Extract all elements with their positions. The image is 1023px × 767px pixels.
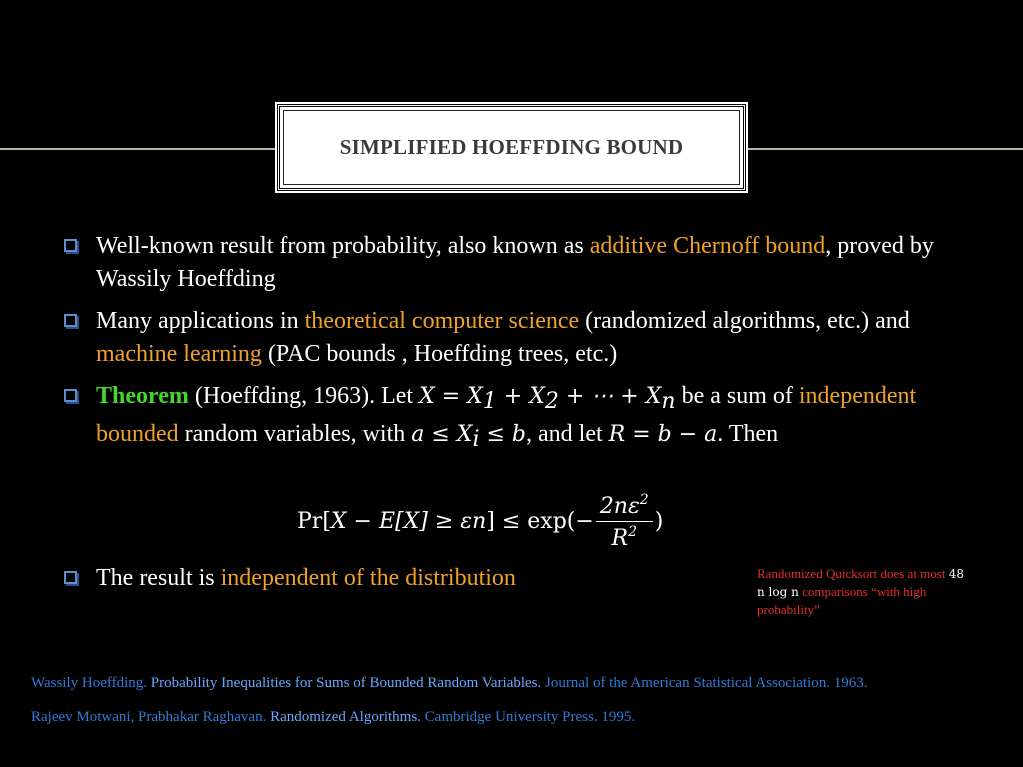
fraction-denominator: [612, 522, 638, 551]
bullet-text: . Then: [717, 421, 779, 447]
bullet-text: , and let: [526, 421, 609, 447]
formula-part: ): [654, 508, 664, 534]
math-expression: a ≤ X: [411, 422, 473, 447]
slide-title-box: [277, 104, 746, 191]
reference-author: Wassily Hoeffding.: [31, 675, 151, 691]
hoeffding-formula: [297, 486, 663, 556]
references: [31, 666, 867, 734]
checkbox-bullet-icon: [64, 314, 77, 327]
math-expression: + X: [496, 384, 545, 409]
note-text: comparisons “with high probability”: [757, 584, 927, 617]
bullet-item-4: [62, 562, 716, 595]
formula-part: Pr[: [297, 508, 331, 534]
note-text: Randomized Quicksort does at most: [757, 566, 949, 581]
math-subscript: n: [661, 389, 676, 414]
math-subscript: 1: [482, 389, 497, 414]
math-expression: X = X: [419, 384, 483, 409]
bullet-text: (Hoeffding, 1963). Let: [188, 383, 420, 409]
fraction-numerator: [596, 492, 653, 522]
bullet-item-2: [62, 305, 962, 371]
bullet-highlight: independent bounded: [96, 383, 917, 447]
note-math: 48 n log n: [757, 567, 964, 599]
bullet-highlight: theoretical computer science: [304, 308, 580, 334]
reference-motwani: [31, 700, 867, 734]
denominator-exponent: 2: [628, 523, 638, 540]
checkbox-bullet-icon: [64, 389, 77, 402]
bullet-text: The result is: [96, 565, 221, 591]
quicksort-note: [757, 565, 967, 619]
theorem-label: Theorem: [96, 383, 189, 409]
bullet-item-1: [62, 230, 962, 296]
bullet-highlight: additive Chernoff bound: [589, 233, 826, 259]
bullet-text: Well-known result from probability, also known as: [96, 233, 590, 259]
bullet-text: (randomized algorithms, etc.) and: [579, 308, 910, 334]
formula-part: X − E[X] ≥ εn: [330, 508, 487, 534]
numerator-text: 2nε: [599, 493, 640, 519]
reference-hoeffding: [31, 666, 867, 700]
checkbox-bullet-icon: [64, 239, 77, 252]
math-subscript: i: [472, 427, 480, 452]
bullet-item-3: [62, 380, 962, 456]
reference-title: Probability Inequalities for Sums of Bounded Random Variables.: [150, 675, 542, 691]
bullet-text: , proved by Wassily Hoeffding: [96, 233, 934, 292]
denominator-text: R: [611, 525, 629, 551]
reference-source: Journal of the American Statistical Association. 1963.: [541, 675, 868, 691]
bullet-text: Many applications in: [96, 308, 305, 334]
formula-part: ] ≤ exp(−: [486, 508, 594, 534]
numerator-exponent: 2: [639, 491, 649, 508]
bullet-highlight: independent of the distribution: [220, 565, 516, 591]
math-subscript: 2: [544, 389, 559, 414]
bullet-text: random variables, with: [178, 421, 412, 447]
bullet-list: [62, 230, 962, 465]
reference-author: Rajeev Motwani, Prabhakar Raghavan.: [31, 709, 271, 725]
math-expression: ≤ b: [479, 422, 527, 447]
reference-source: Cambridge University Press. 1995.: [420, 709, 636, 725]
math-expression: R = b − a: [608, 422, 718, 447]
slide-title: SIMPLIFIED HOEFFDING BOUND: [339, 135, 684, 159]
checkbox-bullet-icon: [64, 571, 77, 584]
formula-fraction: [596, 492, 653, 551]
slide-title-inner: [283, 110, 740, 185]
bullet-text: be a sum of: [675, 383, 799, 409]
math-expression: + ⋯ + X: [558, 384, 662, 409]
reference-title: Randomized Algorithms.: [270, 709, 421, 725]
bullet-highlight: machine learning: [96, 341, 262, 367]
bullet-text: (PAC bounds , Hoeffding trees, etc.): [261, 341, 618, 367]
